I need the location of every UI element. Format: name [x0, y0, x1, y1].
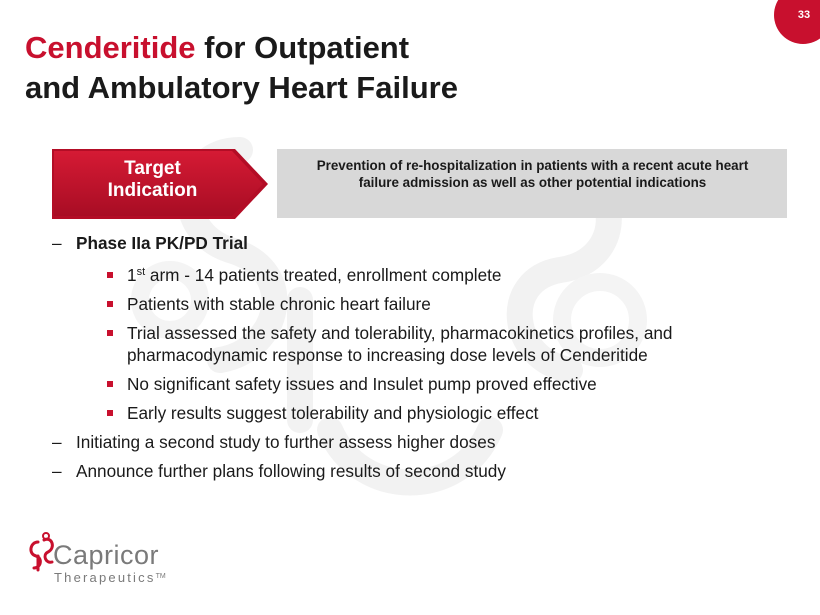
- bullet-list: [50, 232, 790, 489]
- page-number: 33: [797, 9, 811, 21]
- dash-bullet: –: [52, 233, 62, 253]
- item3-text: Announce further plans following results of second study: [76, 461, 506, 481]
- logo-subtitle-text: Therapeutics: [54, 570, 156, 585]
- list-item: [50, 232, 790, 254]
- list-item: [50, 460, 790, 482]
- list-item: [50, 293, 790, 315]
- item2-text: Initiating a second study to further assess higher doses: [76, 432, 496, 452]
- target-indication-label: [70, 158, 235, 202]
- sub1-ordinal: st: [136, 266, 146, 278]
- square-bullet: [107, 330, 113, 336]
- target-label-line2: Indication: [107, 180, 198, 201]
- logo-subtitle: [54, 570, 166, 585]
- list-item: [50, 402, 790, 424]
- dash-bullet: –: [52, 461, 62, 481]
- sub1-text: arm - 14 patients treated, enrollment complete: [145, 265, 502, 285]
- sub4-text: No significant safety issues and Insulet pump proved effective: [127, 374, 597, 394]
- trademark-mark: TM: [155, 573, 166, 580]
- sub5-text: Early results suggest tolerability and physiologic effect: [127, 403, 539, 423]
- title-accent: Cenderitide: [25, 30, 196, 65]
- title-line1: for Outpatient: [195, 30, 410, 65]
- square-bullet: [107, 410, 113, 416]
- title-line2: and Ambulatory Heart Failure: [25, 70, 458, 105]
- sub3-text: Trial assessed the safety and tolerability, pharmacokinetics profiles, and pharmacodynamic response to increasing dose levels of Cenderitide: [127, 323, 673, 365]
- list-item: [50, 373, 790, 395]
- indication-description: Prevention of re-hospitalization in patients with a recent acute heart failure admission as well as other potential indications: [316, 158, 749, 190]
- phase-heading: Phase IIa PK/PD Trial: [76, 233, 248, 253]
- logo-wordmark: Capricor: [53, 540, 160, 570]
- target-label-line1: Target: [124, 158, 181, 179]
- list-item: [50, 264, 790, 286]
- square-bullet: [107, 381, 113, 387]
- list-item: [50, 431, 790, 453]
- list-item: [50, 322, 790, 366]
- square-bullet: [107, 272, 113, 278]
- sub2-text: Patients with stable chronic heart failure: [127, 294, 431, 314]
- slide-title: [25, 28, 458, 108]
- dash-bullet: –: [52, 432, 62, 452]
- square-bullet: [107, 301, 113, 307]
- sub1-number: 1: [127, 265, 137, 285]
